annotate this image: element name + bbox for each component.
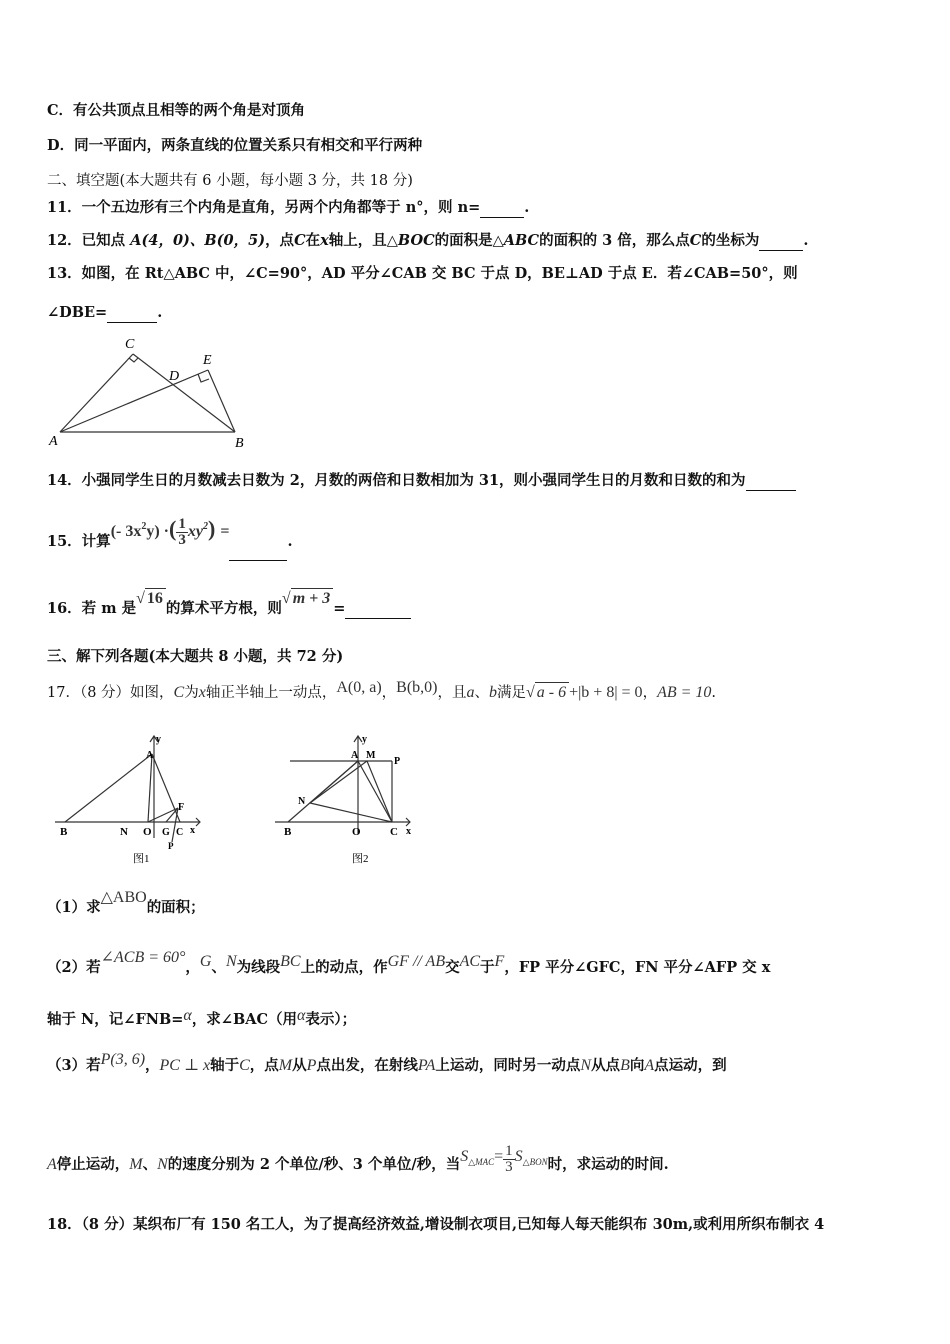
- segment-be: [208, 370, 235, 432]
- fig1-label-b: B: [60, 826, 68, 838]
- option-c: C．有公共顶点且相等的两个角是对顶角: [47, 102, 306, 119]
- fig2-caption: 图2: [352, 853, 369, 865]
- question-14: 14．小强同学生日的月数减去日数为 2，月数的两倍和日数相加为 31，则小强同学生日的月数和日数的和为: [47, 470, 796, 491]
- answer-blank: [345, 598, 411, 619]
- section-3-heading: 三、解下列各题(本大题共 8 小题，共 72 分): [47, 648, 344, 665]
- question-17-part-1: （1）求△ABO的面积；: [47, 889, 205, 916]
- right-angle-e: [198, 374, 209, 382]
- answer-blank: [107, 302, 157, 323]
- answer-blank: [229, 526, 287, 561]
- fig2-label-a: A: [351, 750, 359, 761]
- question-17-part-2-line2: 轴于 N，记∠FNB=α，求∠BAC（用α表示）；: [47, 1007, 357, 1028]
- label-a: A: [49, 434, 58, 449]
- fig1-label-x: x: [190, 825, 195, 836]
- question-12: 12．已知点 A(4，0)、B(0，5)，点C在x轴上，且△BOC的面积是△ABC的面积的 3 倍，那么点C的坐标为 .: [47, 232, 809, 249]
- question-15: 15．计算(- $3x^2y$) ·( $\frac{1}{3}$ $xy^2$) = .: [47, 522, 293, 556]
- label-d: D: [169, 369, 180, 384]
- fig2-label-x: x: [406, 826, 411, 837]
- question-13-line2: ∠DBE= .: [47, 304, 163, 321]
- fig2-label-n: N: [298, 796, 306, 807]
- segment-nf: [148, 808, 178, 822]
- segment-ba: [65, 754, 152, 822]
- answer-blank: [759, 230, 803, 251]
- question-13-line1: 13．如图，在 Rt△ABC 中，∠C=90°，AD 平分∠CAB 交 BC 于点 D，BE⊥AD 于点 E．若∠CAB=50°，则: [47, 265, 798, 282]
- question-17-stem: 17．（8 分）如图，C为x轴正半轴上一动点，A(0, a)，B(b,0)，且a、b满足√ a - 6 +|b + 8| = 0，AB = 10.: [47, 679, 717, 701]
- fig2-label-o: O: [352, 826, 361, 838]
- segment-ae: [60, 370, 208, 432]
- figure-2: [270, 728, 430, 868]
- fig1-label-p: P: [168, 841, 174, 851]
- right-angle-c: [129, 358, 138, 362]
- question-17-part-2: （2）若∠ACB = 60°，G、N为线段BC上的动点，作GF // AB交AC于F，FP 平分∠GFC，FN 平分∠AFP 交 x: [47, 949, 771, 976]
- segment-cb: [133, 354, 235, 432]
- fig1-label-g: G: [162, 827, 170, 838]
- segment-mc: [367, 761, 392, 822]
- segment-nc: [310, 803, 392, 822]
- fig2-label-c: C: [390, 826, 398, 838]
- question-11: 11．一个五边形有三个内角是直角，另两个内角都等于 n°，则 n= .: [47, 199, 530, 216]
- triangle-figure: [45, 332, 255, 454]
- question-16: 16．若 m 是√ 16的算术平方根，则√ m + 3=: [47, 598, 411, 619]
- answer-blank: [746, 470, 796, 491]
- question-18: 18．（8 分）某织布厂有 150 名工人，为了提高经济效益,增设制衣项目,已知每人每天能织布 30m,或利用所织布制衣 4: [47, 1216, 825, 1233]
- label-e: E: [203, 353, 212, 368]
- fig2-label-m: M: [366, 750, 376, 761]
- fig1-caption: 图1: [133, 853, 150, 865]
- fig2-label-p: P: [394, 756, 401, 767]
- section-2-heading: 二、填空题(本大题共有 6 小题，每小题 3 分，共 18 分): [47, 173, 413, 189]
- fig1-label-a: A: [146, 750, 154, 761]
- figure-1: [50, 728, 210, 868]
- question-17-part-3-line2: A停止运动，M、N的速度分别为 2 个单位/秒、3 个单位/秒，当$S_{\triangle MAC}=$ $\frac{1}{3}$ $S_{\triangle BON}$时，求运动的时间.: [47, 1142, 669, 1175]
- answer-blank: [480, 197, 524, 218]
- option-d: D．同一平面内，两条直线的位置关系只有相交和平行两种: [47, 137, 423, 154]
- fig1-label-o: O: [143, 826, 152, 838]
- fig1-label-n: N: [120, 826, 128, 838]
- segment-ac: [358, 761, 392, 822]
- segment-ac: [152, 754, 180, 822]
- segment-an: [148, 754, 152, 822]
- segment-ac: [60, 354, 133, 432]
- fig1-label-f: F: [178, 802, 185, 813]
- fig2-label-b: B: [284, 826, 292, 838]
- question-17-part-3: （3）若P(3, 6)，PC ⊥ x轴于C，点M从P点出发，在射线PA上运动，同时另一动点N从点B向A点运动，到: [47, 1051, 727, 1074]
- fig2-label-y: y: [362, 734, 367, 745]
- fig1-label-c: C: [176, 827, 184, 838]
- segment-an: [310, 761, 358, 803]
- label-c: C: [125, 337, 135, 352]
- label-b: B: [235, 436, 244, 451]
- fig1-label-y: y: [156, 734, 161, 745]
